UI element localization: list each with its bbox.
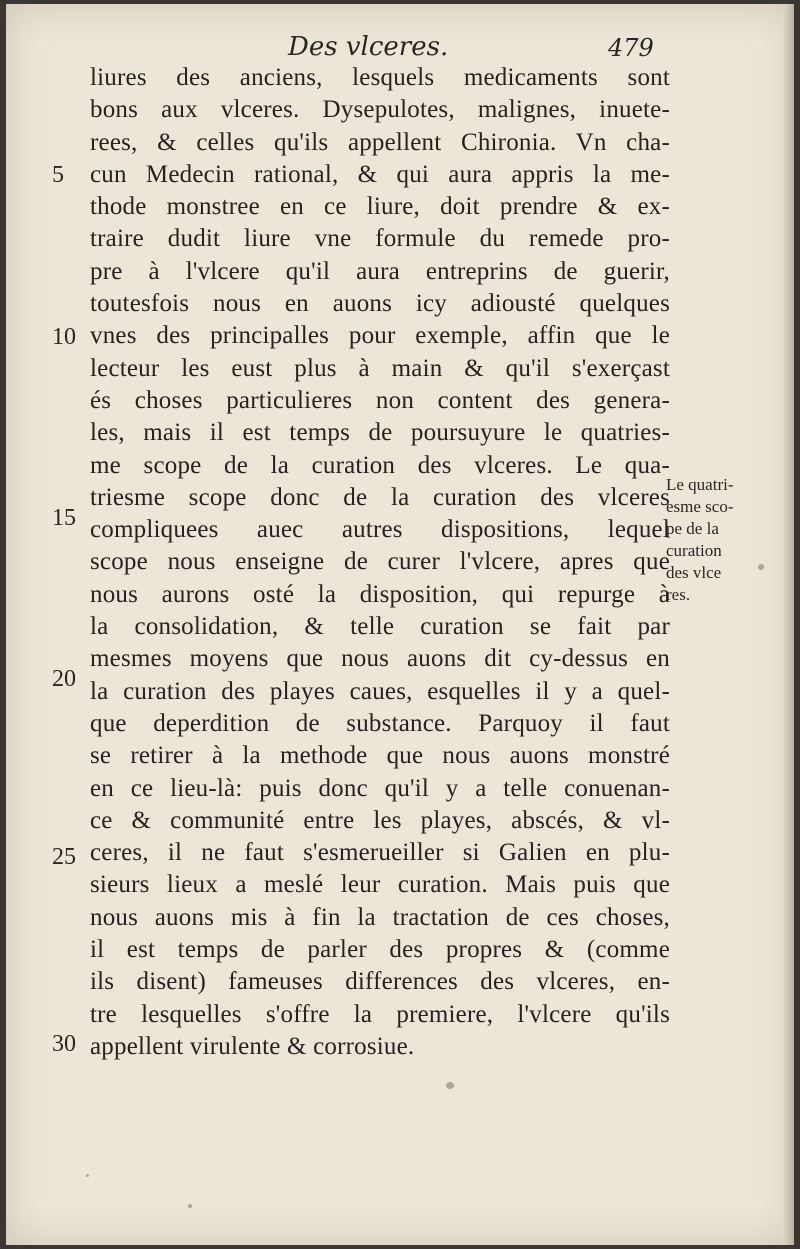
margin-note <box>666 474 781 606</box>
text-line: la consolidation, & telle curation se fait par <box>90 613 670 641</box>
text-line: bons aux vlceres. Dysepulotes, malignes, inuete- <box>90 96 670 124</box>
line-number: 5 <box>52 162 64 188</box>
text-line: appellent virulente & corrosiue. <box>90 1032 415 1060</box>
text-line: pre à l'vlcere qu'il aura entreprins de guerir, <box>90 257 670 285</box>
line-number: 15 <box>52 505 76 531</box>
body-text <box>90 62 670 1063</box>
line-number: 25 <box>52 844 76 870</box>
text-line: la curation des playes caues, esquelles il y a quel- <box>90 677 670 705</box>
line-number: 20 <box>52 666 76 692</box>
text-line: vnes des principalles pour exemple, affin que le <box>90 322 670 350</box>
text-line: compliquees auec autres dispositions, lequel <box>90 516 670 544</box>
book-page <box>6 4 794 1245</box>
margin-note-line: Le quatri- <box>666 475 734 494</box>
text-line: il est temps de parler des propres & (comme <box>90 936 670 964</box>
text-line: rees, & celles qu'ils appellent Chironia. Vn cha- <box>90 128 670 156</box>
paper-speck <box>758 564 764 570</box>
running-head <box>6 28 794 64</box>
text-line: se retirer à la methode que nous auons monstré <box>90 742 670 770</box>
text-line: traire dudit liure vne formule du remede pro- <box>90 225 670 253</box>
page-edge <box>784 4 794 1245</box>
text-line: sieurs lieux a meslé leur curation. Mais puis que <box>90 871 670 899</box>
page-number: 479 <box>608 34 654 62</box>
line-number: 30 <box>52 1031 76 1057</box>
text-line: és choses particulieres non content des genera- <box>90 386 670 414</box>
text-line: ils disent) fameuses differences des vlceres, en- <box>90 968 670 996</box>
text-line: scope nous enseigne de curer l'vlcere, apres que <box>90 548 670 576</box>
text-line: liures des anciens, lesquels medicaments sont <box>90 64 670 91</box>
text-line: cun Medecin rational, & qui aura appris la me- <box>90 160 670 188</box>
text-line: que deperdition de substance. Parquoy il faut <box>90 709 670 737</box>
text-line: nous auons mis à fin la tractation de ces choses, <box>90 903 670 931</box>
running-head-title: Des vlceres. <box>288 32 449 62</box>
margin-note-line: esme sco- <box>666 497 734 516</box>
paper-speck <box>446 1082 454 1089</box>
text-line: tre lesquelles s'offre la premiere, l'vlcere qu'ils <box>90 1000 670 1028</box>
text-line: me scope de la curation des vlceres. Le qua- <box>90 451 670 479</box>
text-line: toutesfois nous en auons icy adiousté quelques <box>90 290 670 318</box>
margin-note-line: pe de la <box>666 519 719 538</box>
margin-note-line: des vlce <box>666 563 722 582</box>
paper-speck <box>188 1204 192 1208</box>
margin-note-line: curation <box>666 541 722 560</box>
text-line: ce & communité entre les playes, abscés, & vl- <box>90 806 670 834</box>
text-line: lecteur les eust plus à main & qu'il s'exerçast <box>90 354 670 382</box>
line-number: 10 <box>52 324 76 350</box>
text-line: les, mais il est temps de poursuyure le quatries- <box>90 419 670 447</box>
text-line: thode monstree en ce liure, doit prendre & ex- <box>90 193 670 221</box>
text-line: nous aurons osté la disposition, qui repurge à <box>90 580 670 608</box>
paper-speck <box>86 1174 89 1177</box>
text-line: en ce lieu-là: puis donc qu'il y a telle conuenan- <box>90 774 670 802</box>
text-line: triesme scope donc de la curation des vlceres <box>90 483 670 511</box>
text-line: mesmes moyens que nous auons dit cy-dessus en <box>90 645 670 673</box>
text-line: ceres, il ne faut s'esmerueiller si Galien en plu- <box>90 839 670 867</box>
margin-note-line: res. <box>666 585 691 604</box>
